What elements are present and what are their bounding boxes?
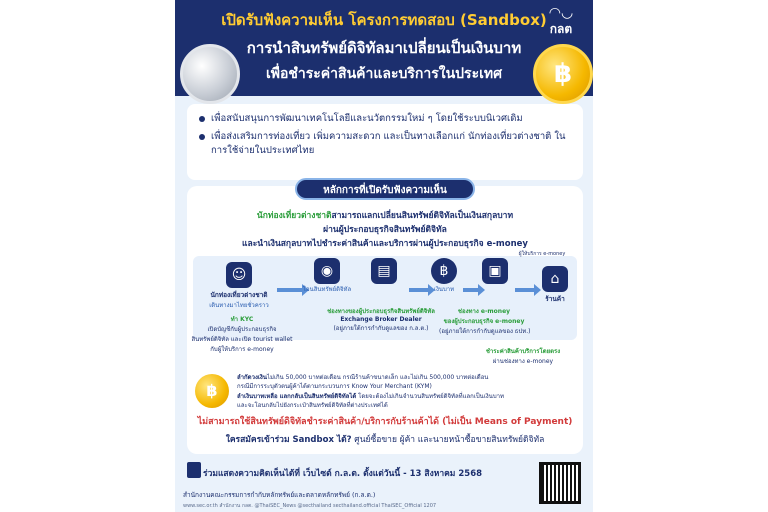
shop-note-1: ผู้ให้บริการ e-money	[518, 251, 566, 257]
limit-line-1-bold: ลำกัดวงเงิน	[237, 374, 267, 381]
tourist-highlight: นักท่องเที่ยวต่างชาติ	[256, 211, 332, 221]
sec-logo-text: กลต	[549, 22, 573, 36]
objective-1: เพื่อสนับสนุนการพัฒนาเทคโนโลยีและนวัตกรรมใหม่ ๆ โดยใช้ระบบนิเวศเดิม	[197, 112, 573, 126]
tourist-sub: เดินทางมาไทยชั่วคราว	[209, 302, 269, 309]
headline-2: การนำสินทรัพย์ดิจิทัลมาเปลี่ยนเป็นเงินบาท	[246, 39, 522, 57]
building-icon	[187, 462, 201, 478]
emoney-caption-1: ช่องทาง e-money	[457, 308, 511, 315]
exchange-caption-1: ช่องทางของผู้ประกอบธุรกิจสินทรัพย์ดิจิทัล	[327, 308, 435, 315]
shop-icon: ⌂	[542, 266, 568, 292]
kyc-note-2: สินทรัพย์ดิจิทัล และเปิด tourist wallet	[191, 336, 293, 343]
organization-name: สำนักงานคณะกรรมการกำกับหลักทรัพย์และตลาดหลักทรัพย์ (ก.ล.ต.)	[183, 491, 376, 499]
kyc-title: ทำ KYC	[230, 316, 254, 323]
shop-label: ร้านค้า	[545, 295, 565, 303]
exchange-node	[359, 258, 409, 284]
pay-note-1: ชำระค่าสินค้าบริการโดยตรง	[485, 348, 561, 355]
sec-logo-mark-icon: ◠◡	[548, 5, 574, 21]
crypto-icon: ◉	[314, 258, 340, 284]
pay-note-2: ผ่านช่องทาง e-money	[492, 358, 554, 365]
shop-node	[537, 266, 573, 304]
social-links: www.sec.or.th สำนักงาน กลต. @ThaiSEC_News @secthailand secthailand.official ThaiSEC_Official 1207	[183, 503, 437, 509]
headline-1: เปิดรับฟังความเห็น โครงการทดสอบ (Sandbox)	[221, 11, 547, 29]
limits-section	[195, 372, 575, 410]
header-banner	[175, 0, 593, 96]
tourist-node	[209, 262, 269, 310]
objective-2: เพื่อส่งเสริมการท่องเที่ยว เพิ่มความสะดวก และเป็นทางเลือกแก่ นักท่องเที่ยวต่างชาติ ในการใช้จ่ายในประเทศไทย	[197, 130, 573, 158]
emoney-node	[475, 258, 515, 284]
shop-note	[511, 250, 573, 258]
limit-line-1-text: ไม่เกิน 50,000 บาทต่อเดือน กรณีร้านค้าขนาดเล็ก และไม่เกิน 500,000 บาทต่อเดือน	[266, 374, 489, 381]
arrow-4	[515, 288, 535, 292]
asset-node	[297, 258, 357, 294]
baht-coin-small-icon: ฿	[195, 374, 229, 408]
tourist-label: นักท่องเที่ยวต่างชาติ	[210, 291, 268, 299]
emoney-caption-2: ของผู้ประกอบธุรกิจ e-money	[443, 318, 525, 325]
kyc-note-3: กับผู้ให้บริการ e-money	[210, 346, 274, 353]
pay-note	[473, 346, 573, 366]
baht-node	[419, 258, 469, 294]
principles-desc-2: ผ่านผู้ประกอบธุรกิจสินทรัพย์ดิจิทัล	[323, 225, 447, 235]
infographic-poster	[175, 0, 593, 512]
eligibility-answer: ศูนย์ซื้อขาย ผู้ค้า และนายหน้าซื้อขายสินทรัพย์ดิจิทัล	[351, 435, 545, 445]
principles-card	[187, 186, 583, 454]
exchange-caption-3: (อยู่ภายใต้การกำกับดูแลของ ก.ล.ต.)	[333, 325, 429, 332]
asset-label: โอนสินทรัพย์ดิจิทัล	[302, 286, 352, 293]
headline-3: เพื่อชำระค่าสินค้าและบริการในประเทศ	[265, 66, 502, 82]
principles-title: หลักการที่เปิดรับฟังความเห็น	[295, 178, 475, 200]
baht-icon: ฿	[431, 258, 457, 284]
arrow-3	[463, 288, 479, 292]
limit-line-4: และจะโอนกลับไปยังกระเป๋าสินทรัพย์ดิจิทัลที่ต่างประเทศได้	[237, 402, 388, 409]
kyc-note-1: เปิดบัญชีกับผู้ประกอบธุรกิจ	[207, 326, 277, 333]
sec-logo	[537, 6, 585, 39]
qr-code[interactable]	[539, 462, 581, 504]
limit-line-3-text: โดยจะต้องไม่เกินจำนวนสินทรัพย์ดิจิทัลที่แลกเป็นเงินบาท	[356, 393, 504, 400]
tourist-icon: ☺	[226, 262, 252, 288]
exchange-caption	[321, 306, 441, 333]
exchange-caption-2: Exchange Broker Dealer	[340, 316, 422, 323]
principles-desc-3: และนำเงินสกุลบาทไปชำระค่าสินค้าและบริการผ่านผู้ประกอบธุรกิจ e-money	[242, 239, 528, 249]
kyc-box	[187, 314, 297, 354]
eligibility-text	[187, 432, 583, 446]
emoney-wallet-icon: ▣	[482, 258, 508, 284]
emoney-caption-3: (อยู่ภายใต้การกำกับดูแลของ ธปท.)	[439, 328, 531, 335]
baht-coin-icon: ฿	[533, 44, 593, 104]
objectives-box	[187, 104, 583, 180]
limit-line-3-bold: ลำเงินบาทเหลือ แลกกลับเป็นสินทรัพย์ดิจิทัลได้	[237, 393, 357, 400]
comment-deadline: ร่วมแสดงความคิดเห็นได้ที่ เว็บไซต์ ก.ล.ต. ตั้งแต่วันนี้ - 13 สิงหาคม 2568	[203, 469, 483, 479]
limit-line-2: กรณีมีการระบุตัวตนผู้ค้าได้ตามกระบวนการ Know Your Merchant (KYM)	[237, 383, 432, 390]
warning-text: ไม่สามารถใช้สินทรัพย์ดิจิทัลชำระค่าสินค้า/บริการกับร้านค้าได้ (ไม่เป็น Means of Payment)	[197, 417, 573, 427]
desc-1-rest: สามารถแลกเปลี่ยนสินทรัพย์ดิจิทัลเป็นเงินสกุลบาท	[331, 211, 514, 221]
eligibility-question: ใครสมัครเข้าร่วม Sandbox ได้?	[225, 435, 352, 445]
phone-app-icon: ▤	[371, 258, 397, 284]
emoney-caption	[439, 306, 529, 336]
principles-desc-1	[187, 208, 583, 222]
baht-label: เงินบาท	[433, 286, 455, 293]
